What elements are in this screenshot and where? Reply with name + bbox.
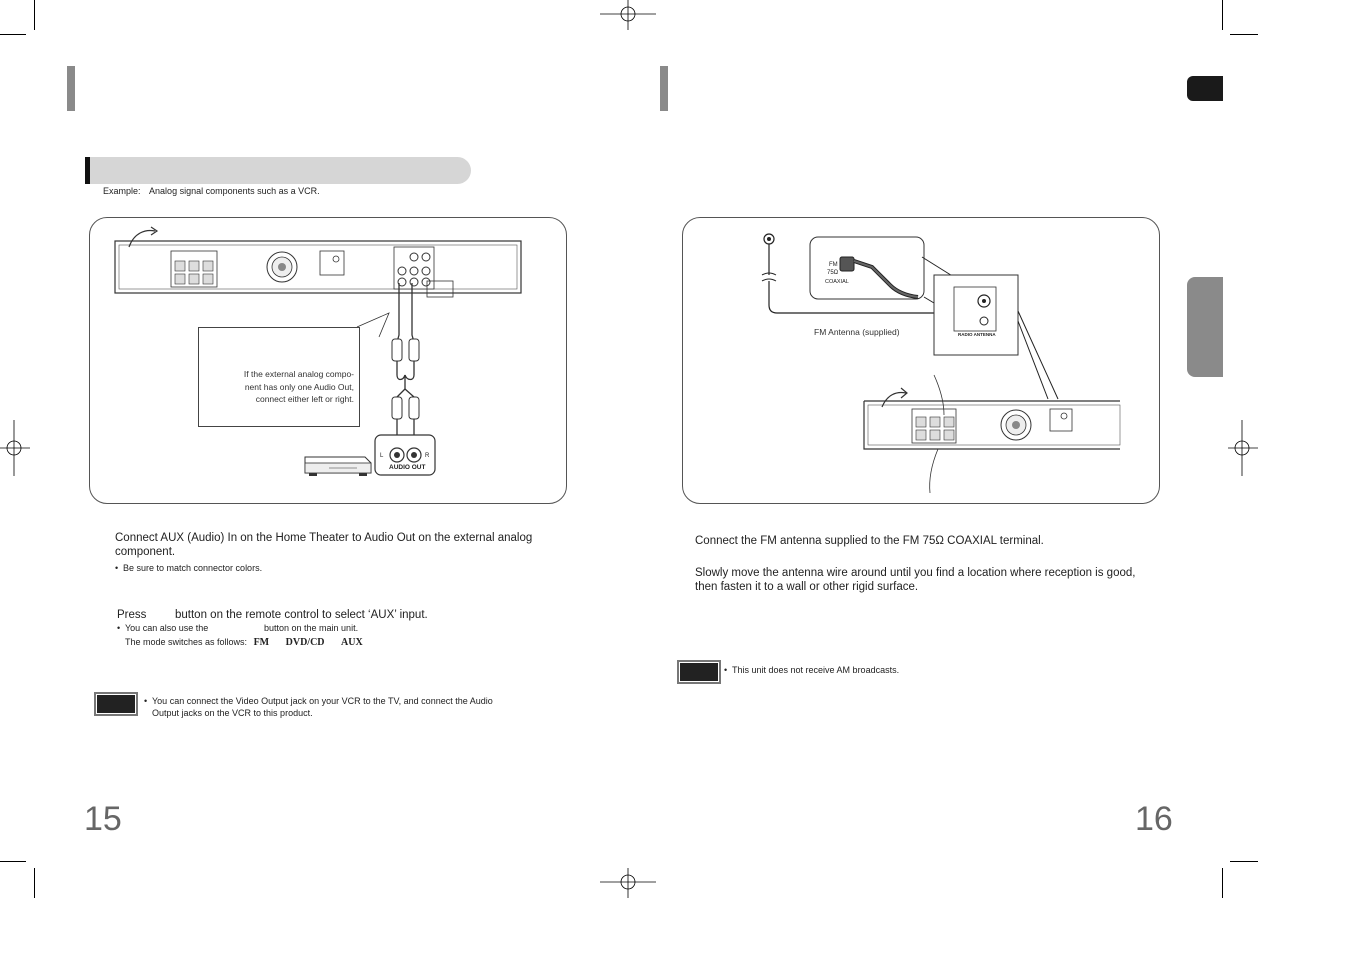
note-badge (94, 692, 138, 716)
callout-line: nent has only one Audio Out, (244, 381, 354, 392)
crop-mark (34, 868, 35, 898)
step2-bullet-b: button on the main unit. (264, 623, 359, 633)
audio-l-label: L (380, 453, 384, 459)
step1-bullet: • Be sure to match connector colors. (123, 562, 262, 574)
fm-step2-line: then fasten it to a wall or other rigid surface. (695, 581, 919, 593)
step2-text: button on the remote control to select ‘AUX’ input. (175, 609, 428, 621)
crop-mark (0, 34, 26, 35)
ohm-label: 75Ω (827, 270, 839, 276)
crop-mark (1230, 861, 1258, 862)
fm-step1-text: Connect the FM antenna supplied to the FM 75Ω COAXIAL terminal. (695, 535, 1044, 547)
coaxial-label: COAXIAL (825, 279, 849, 285)
mode-aux: AUX (341, 637, 363, 648)
registration-mark-left (0, 420, 30, 476)
note-line: • You can connect the Video Output jack on your VCR to the TV, and connect the Audio (152, 696, 493, 706)
audio-out-label: AUDIO OUT (389, 464, 426, 471)
page-number-right: 16 (1135, 800, 1173, 838)
registration-mark-bottom (600, 868, 656, 898)
callout-line: If the external analog compo- (243, 369, 354, 379)
note-line: Output jacks on the VCR to this product. (152, 708, 313, 718)
radio-antenna-label: RADIO ANTENNA (958, 332, 996, 337)
mode-line (125, 636, 363, 649)
example-line (103, 185, 320, 197)
title-bar-left (67, 66, 75, 111)
step2-bullet-a: • You can also use the (125, 622, 208, 634)
audio-r-label: R (425, 453, 430, 459)
mode-dvdcd: DVD/CD (285, 637, 325, 648)
crop-mark (0, 861, 26, 862)
example-text: Analog signal components such as a VCR. (149, 186, 320, 196)
mode-fm: FM (253, 637, 270, 648)
note-badge-right (677, 660, 721, 684)
note-text (152, 695, 532, 719)
language-tab (1187, 76, 1223, 101)
example-label: Example: (103, 186, 141, 196)
section-side-tab (1187, 277, 1223, 377)
callout-text (200, 368, 354, 406)
crop-mark (1222, 0, 1223, 30)
page-number-left: 15 (84, 800, 122, 838)
crop-mark (34, 0, 35, 30)
fm-label: FM (829, 262, 838, 268)
step1-text: Connect AUX (Audio) In on the Home Theater to Audio Out on the external analog component. (115, 532, 533, 558)
mode-label: The mode switches as follows: (125, 637, 248, 647)
registration-mark-top (600, 0, 656, 30)
crop-mark (1222, 868, 1223, 898)
section-header-bar (85, 157, 471, 184)
antenna-caption: FM Antenna (supplied) (814, 327, 900, 337)
fm-diagram-art (682, 217, 1160, 504)
fm-step2-line: Slowly move the antenna wire around until you find a location where reception is good, (695, 567, 1136, 579)
title-bar-right (660, 66, 668, 111)
crop-mark (1230, 34, 1258, 35)
fm-note-text: • This unit does not receive AM broadcasts. (732, 664, 899, 676)
step2-press: Press (117, 609, 147, 621)
registration-mark-right (1228, 420, 1258, 476)
callout-line: connect either left or right. (255, 394, 354, 404)
